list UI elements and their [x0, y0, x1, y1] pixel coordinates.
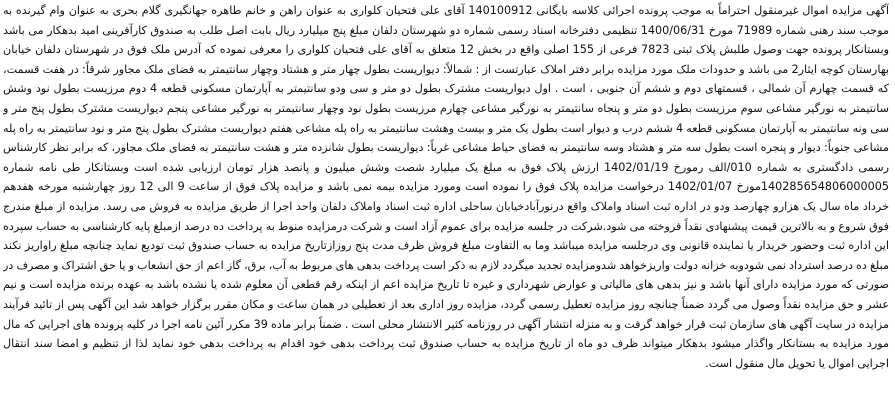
- notice-body-text: آگهی مزایده اموال غیرمنقول احتراماً به موجب پرونده اجرائی کلاسه بایگانی 140100912 آقای علی فتحیان کلواری به عنوان راهن و خانم طاهره جهانگیری گلام بحری به عنوان وام گیرنده به موجب سند رهنی شماره 71989 مورخ 1400/06/31 تنظیمی دفترخانه اسناد رسمی شماره دو شهرستان دلفان مبلغ پنج میلیارد ریال بابت اصل طلب به صندوق کارآفرینی امید بدهکار می باشد وبستانکار پرونده جهت وصول طلبش پلاک ثبتی 7823 فرعی از 155 اصلی واقع در بخش 12 متعلق به آقای علی فتحیان کلواری را معرفی نموده که آدرس ملک فوق در شهرستان دلفان خیابان بهارستان کوچه ایثار2 می باشد و حدودات ملک مورد مزایده برابر دفتر املاک عبارتست از : شمالاً: دیواریست بطول چهار متر و هشتاد وچهار سانتیمتر به فضای ملک مجاور شرقاً: در هفت قسمت، که قسمت چهارم آن شمالی ، قسمتهای دوم و ششم آن جنوبی ، است . اول دیواریست مشترک بطول دو متر و سی ودو سانتیمتر به آپارتمان مسکونی قطعه 4 دوم مرزیست بطول نود وشش سانتیمتر به نورگیر مشاعی سوم مرزیست بطول دو متر و پنجاه سانتیمتر به نورگیر مشاعی چهارم مرزیست بطول نود وچهار سانتیمتر به نورگیر مشاعی پنجم دیواریست مشترک بطول پنج متر و سی ونه سانتیمتر به آپارتمان مسکونی قطعه 4 ششم درب و دیوار است بطول یک متر و بیست وهشت سانتیمتر به راه پله مشاعی هفتم دیواریست مشترک بطول پنج متر و نود سانتیمتر به راه پله مشاعی جنوباً: دیوار و پنجره است بطول سه متر و هشتاد وسه سانتیمتر به فضای حیاط مشاعی غرباً: دیواریست بطول شانزده متر و هشت سانتیمتر به فضای ملک مجاور، که برابر نظر کارشناس رسمی دادگستری به شماره 010/الف رمورخ 1402/01/19 ارزش پلاک فوق به مبلغ یک میلیارد شصت وشش میلیون و پانصد هزار تومان ارزیابی شده است وبستانکار طی نامه شماره 140285654806000005مورخ 1402/01/07 درخواست مزایده پلاک فوق را نموده است ومورد مزایده بیمه نمی باشد و مزایده پلاک فوق از ساعت 9 الی 12 روز چهارشنبه مورخه هفدهم خرداد ماه سال یک هزارو چهارصد ودو در اداره ثبت اسناد واملاک واقع درنورآبادخیابان ساحلی اداره ثبت اسناد واملاک دلفان واحد اجرا از طریق مزایده به فروش می رسد. مزایده از مبلغ مندرج فوق شروع و به بالاترین قیمت پیشنهادی نقداً فروخته می شود.شرکت در جلسه مزایده برای عموم آزاد است و شرکت درمزایده منوط به پرداخت ده درصد ازمبلغ پایه کارشناسی به حساب سپرده این اداره ثبت وحضور خریدار یا نماینده قانونی وی درجلسه مزایده میباشد وما به التفاوت مبلغ فروش ظرف مدت پنج روزازتاریخ مزایده به حساب صندوق ثبت تودیع نماید چنانچه مبلغ راواریز نکند مبلغ ده درصد استرداد نمی شودوبه خزانه دولت واریزخواهد شدومزایده تجدید میگردد لازم به ذکر است پرداخت بدهی های مربوط به آب، برق، گاز اعم از حق انشعاب و یا حق اشتراک و مصرف در صورتی که مورد مزایده دارای آنها باشد و نیز بدهی های مالیاتی و عوارض شهرداری و غیره تا تاریخ مزایده اعم از اینکه رقم قطعی آن معلوم شده یا نشده باشد به عهده برنده مزایده است و نیم عشر و حق مزایده نقداً وصول می گردد ضمناً چنانچه روز مزایده تعطیل رسمی گردد، مزایده روز اداری بعد از تعطیلی در همان ساعت و مکان مقرر برگزار خواهد شد این آگهی پس از تائید فرآیند مزایده در سایت آگهی های سازمان ثبت قرار خواهد گرفت و به منزله انتشار آگهی در روزنامه کثیر الانتشار محلی است . ضمناً برابر ماده 39 مکرر آئین نامه اجرا در کلیه پرونده های اجرایی که مال مورد مزایده به بستانکار واگذار میشود بدهکار میتواند ظرف دو ماه از تاریخ مزایده به حساب صندوق ثبت پرداخت بدهی خود اقدام به پرداخت بدهی خود نماید لذا از تنظیم و امضا سند انتقال اجرایی اموال یا تحویل مال منقول است.: [3, 4, 889, 370]
- auction-notice: [3, 1, 889, 409]
